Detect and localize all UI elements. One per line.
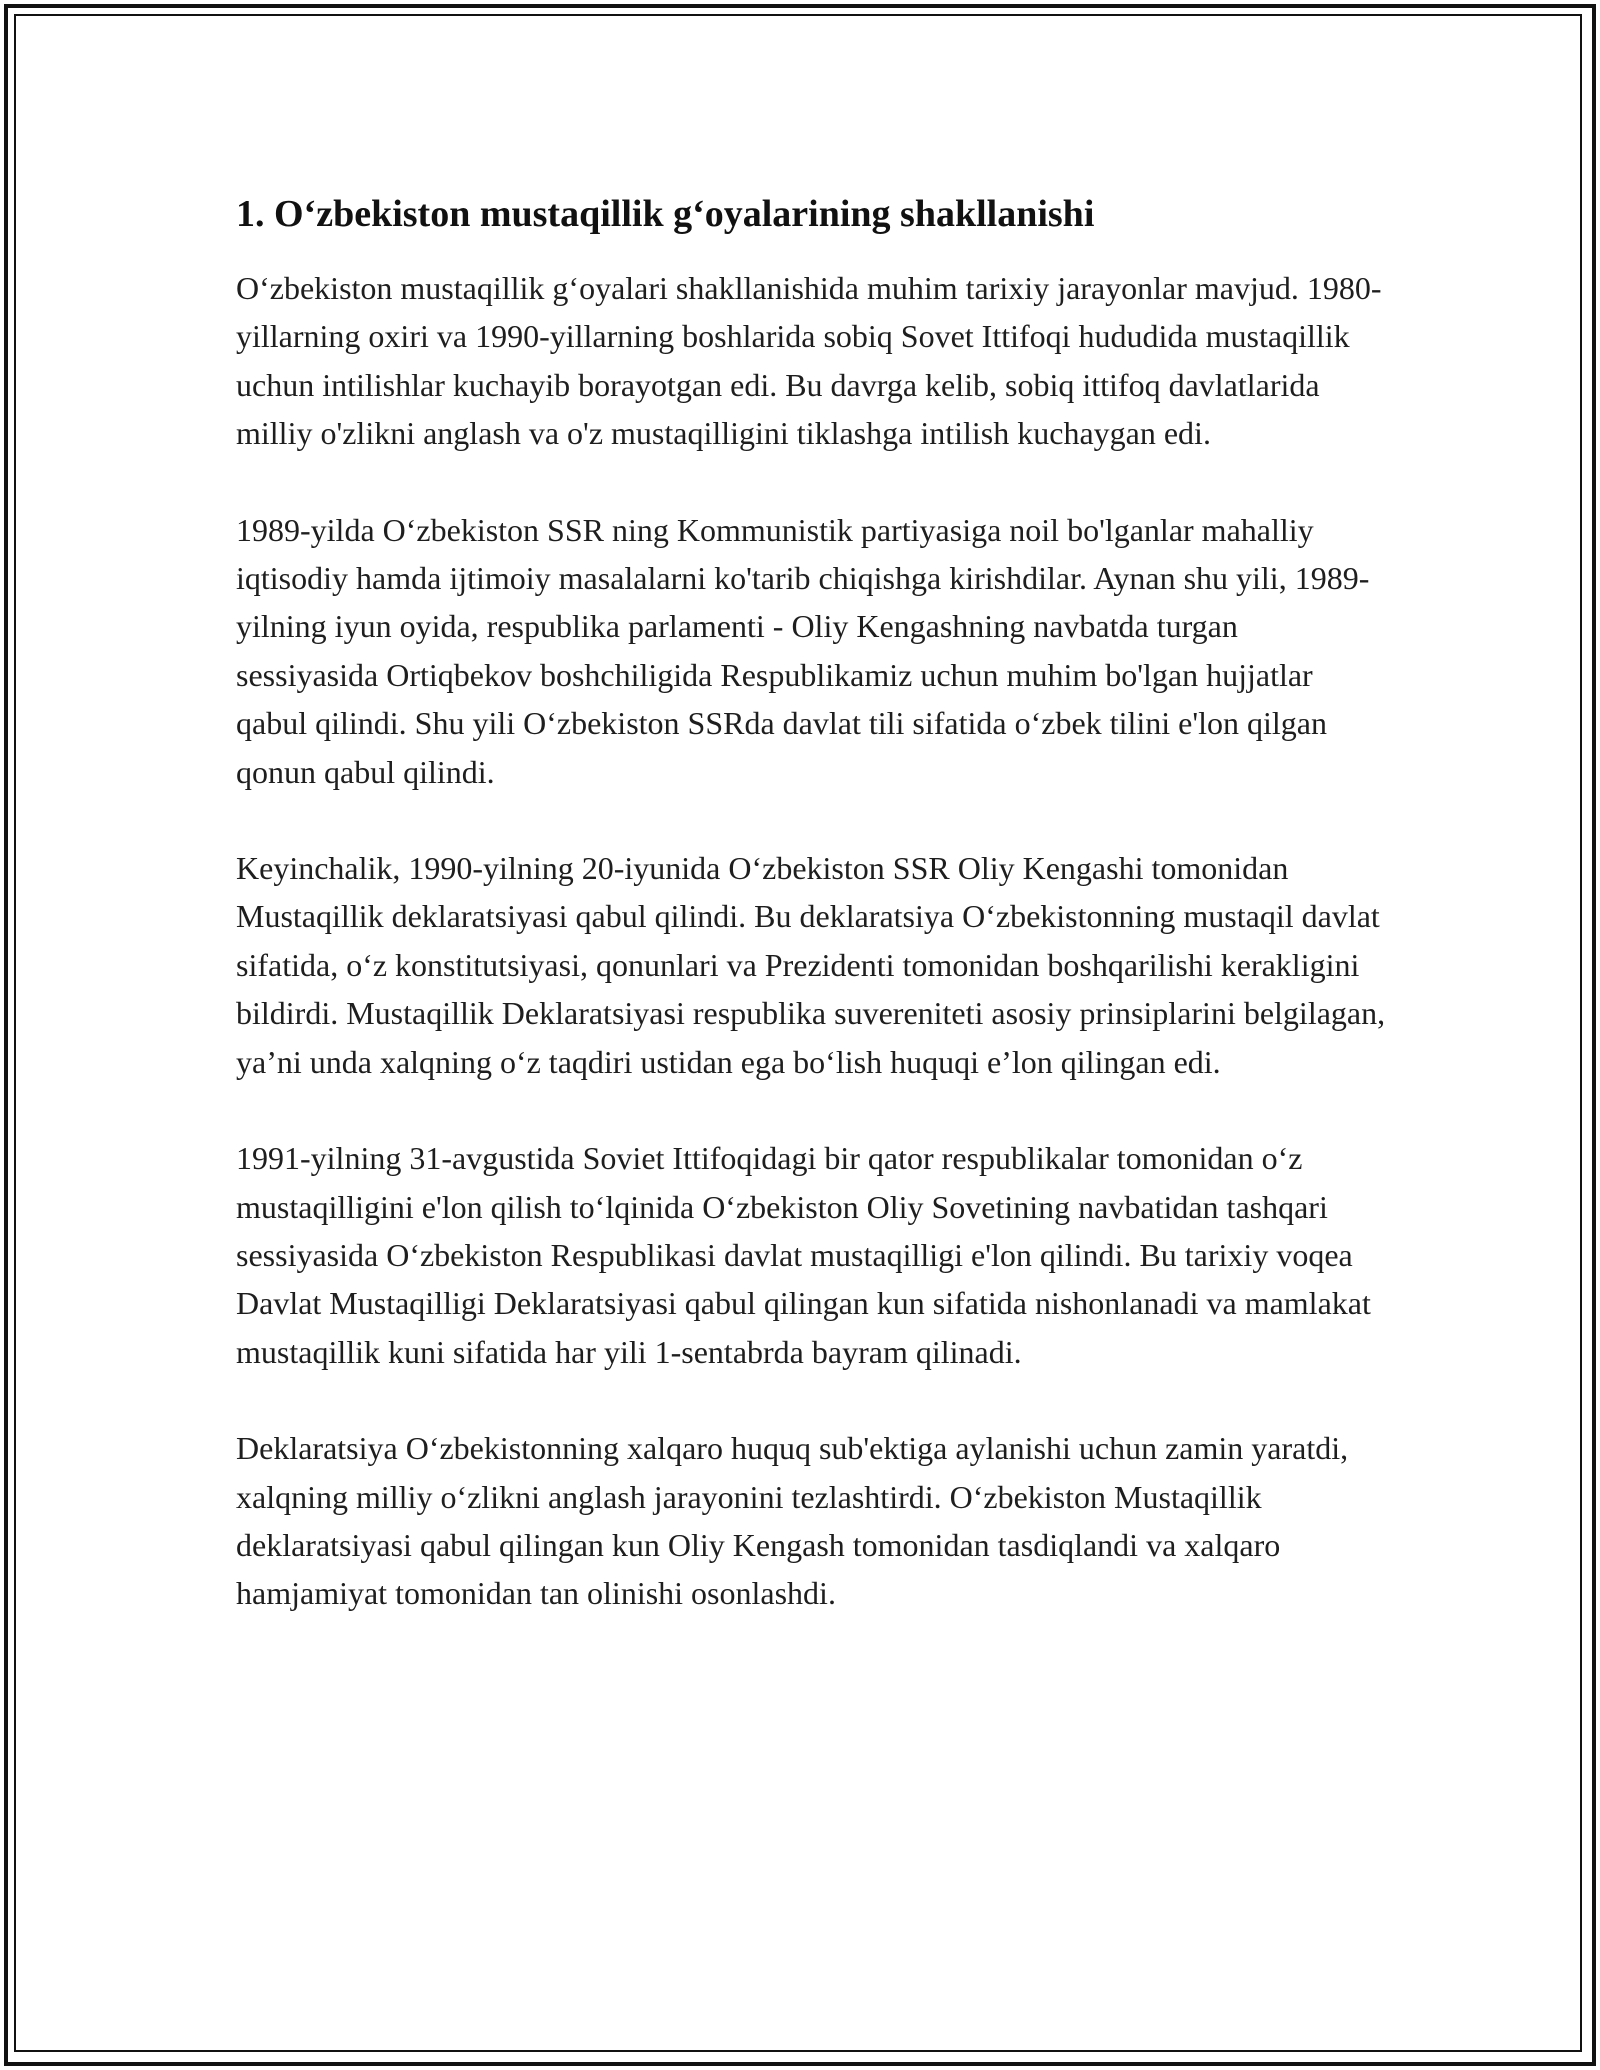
paragraph-5: Deklaratsiya O‘zbekistonning xalqaro huquq sub'ektiga aylanishi uchun zamin yaratdi, xalqning milliy o‘zlikni anglash jarayonini tezlashtirdi. O‘zbekiston Mustaqillik deklaratsiyasi qabul qilingan kun Oliy Kengash tomonidan tasdiqlandi va xalqaro hamjamiyat tomonidan tan olinishi osonlashdi.: [236, 1430, 1349, 1612]
paragraph-2: 1989-yilda O‘zbekiston SSR ning Kommunistik partiyasiga noil bo'lganlar mahalliy iqtisodiy hamda ijtimoiy masalalarni ko'tarib chiqishga kirishdilar. Aynan shu yili, 1989-yilning iyun oyida, respublika parlamenti - Oliy Kengashning navbatda turgan sessiyasida Ortiqbekov boshchiligida Respublikamiz uchun muhim bo'lgan hujjatlar qabul qilindi. Shu yili O‘zbekiston SSRda davlat tili sifatida o‘zbek tilini e'lon qilgan qonun qabul qilindi.: [236, 511, 1370, 790]
section-title: 1. O‘zbekiston mustaqillik g‘oyalarining shakllanishi: [236, 193, 1095, 235]
paragraph-3: Keyinchalik, 1990-yilning 20-iyunida O‘zbekiston SSR Oliy Kengashi tomonidan Mustaqillik deklaratsiyasi qabul qilindi. Bu deklaratsiya O‘zbekistonning mustaqil davlat sifatida, o‘z konstitutsiyasi, qonunlari va Prezidenti tomonidan boshqarilishi kerakligini bildirdi. Mustaqillik Deklaratsiyasi respublika suvereniteti asosiy prinsiplarini belgilagan, ya’ni unda xalqning o‘z taqdiri ustidan ega bo‘lish huquqi e’lon qilingan edi.: [236, 850, 1386, 1080]
paragraph-4: 1991-yilning 31-avgustida Soviet Ittifoqidagi bir qator respublikalar tomonidan o‘z mustaqilligini e'lon qilish to‘lqinida O‘zbekiston Oliy Sovetining navbatidan tashqari sessiyasida O‘zbekiston Respublikasi davlat mustaqilligi e'lon qilindi. Bu tarixiy voqea Davlat Mustaqilligi Deklaratsiyasi qabul qilingan kun sifatida nishonlanadi va mamlakat mustaqillik kuni sifatida har yili 1-sentabrda bayram qilinadi.: [236, 1140, 1371, 1370]
document-body: [236, 186, 1386, 1666]
paragraph-1: O‘zbekiston mustaqillik g‘oyalari shakllanishida muhim tarixiy jarayonlar mavjud. 1980-yillarning oxiri va 1990-yillarning boshlarida sobiq Sovet Ittifoqi hududida mustaqillik uchun intilishlar kuchayib borayotgan edi. Bu davrga kelib, sobiq ittifoq davlatlarida milliy o'zlikni anglash va o'z mustaqilligini tiklashga intilish kuchaygan edi.: [236, 270, 1382, 452]
